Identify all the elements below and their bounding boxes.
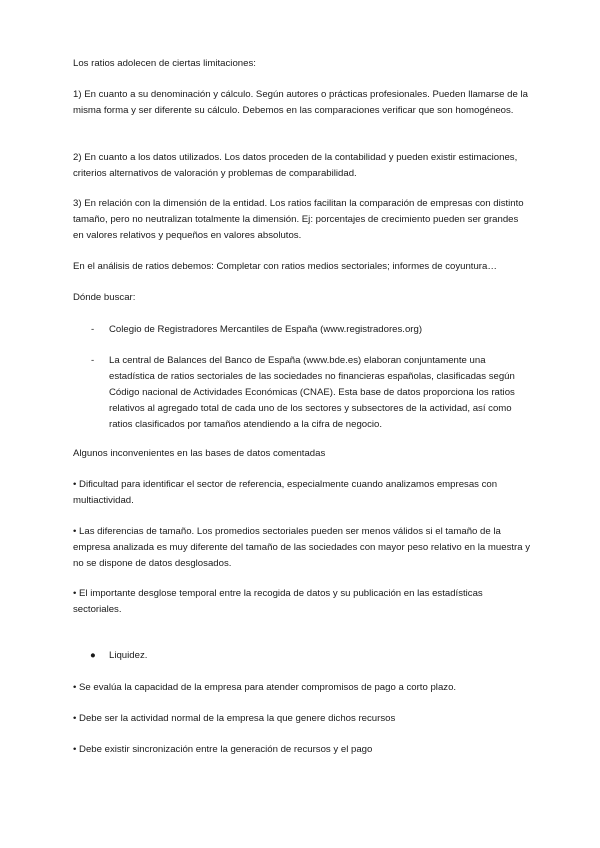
liquidity-point-3: • Debe existir sincronización entre la generación de recursos y el pago: [73, 744, 373, 755]
list-dash-marker: -: [91, 355, 95, 366]
liquidity-point-1: • Se evalúa la capacidad de la empresa para atender compromisos de pago a corto plazo.: [73, 682, 457, 693]
intro-text: Los ratios adolecen de ciertas limitaciones:: [73, 58, 256, 69]
drawback-1: • Dificultad para identificar el sector de referencia, especialmente cuando analizamos empresas con multiactividad.: [73, 479, 498, 506]
list-dash-marker: -: [91, 324, 95, 335]
drawback-2: • Las diferencias de tamaño. Los promedios sectoriales pueden ser menos válidos si el tamaño de la empresa analizada es muy diferente del tamaño de las sociedades con mayor peso relativo en la muestra y no se dispone de datos desglosados.: [73, 526, 531, 569]
liquidity-heading: Liquidez.: [109, 650, 148, 661]
source-item-banco-espana: La central de Balances del Banco de España (www.bde.es) elaboran conjuntamente una estadística de ratios sectoriales de las sociedades no financieras españolas, clasificadas según Código nacional de Actividades Económicas (CNAE). Esta base de datos proporciona los ratios relativos al agregado total de cada uno de los sectores y subsectores de la actividad, así como ratios clasificados por tamaños atendiendo a la cifra de negocio.: [109, 355, 515, 430]
analysis-text: En el análisis de ratios debemos: Completar con ratios medios sectoriales; informes de coyuntura…: [73, 261, 497, 272]
source-item-registradores: Colegio de Registradores Mercantiles de España (www.registradores.org): [109, 324, 423, 335]
liquidity-point-2: • Debe ser la actividad normal de la empresa la que genere dichos recursos: [73, 713, 396, 724]
drawback-3: • El importante desglose temporal entre la recogida de datos y su publicación en las estadísticas sectoriales.: [73, 588, 483, 615]
liquidity-bullet-icon: ●: [90, 650, 96, 661]
limitation-2: 2) En cuanto a los datos utilizados. Los datos proceden de la contabilidad y pueden existir estimaciones, criterios alternativos de valoración y problemas de comparabilidad.: [73, 152, 518, 179]
where-heading: Dónde buscar:: [73, 292, 136, 303]
drawbacks-heading: Algunos inconvenientes en las bases de datos comentadas: [73, 448, 326, 459]
limitation-1: 1) En cuanto a su denominación y cálculo. Según autores o prácticas profesionales. Pueden llamarse de la misma forma y ser diferente su cálculo. Debemos en las comparaciones verificar que son homogéneos.: [73, 89, 528, 116]
limitation-3: 3) En relación con la dimensión de la entidad. Los ratios facilitan la comparación de empresas con distinto tamaño, pero no neutralizan totalmente la dimensión. Ej: porcentajes de crecimiento pueden ser grandes en valores relativos y pequeños en valores absolutos.: [73, 198, 524, 241]
